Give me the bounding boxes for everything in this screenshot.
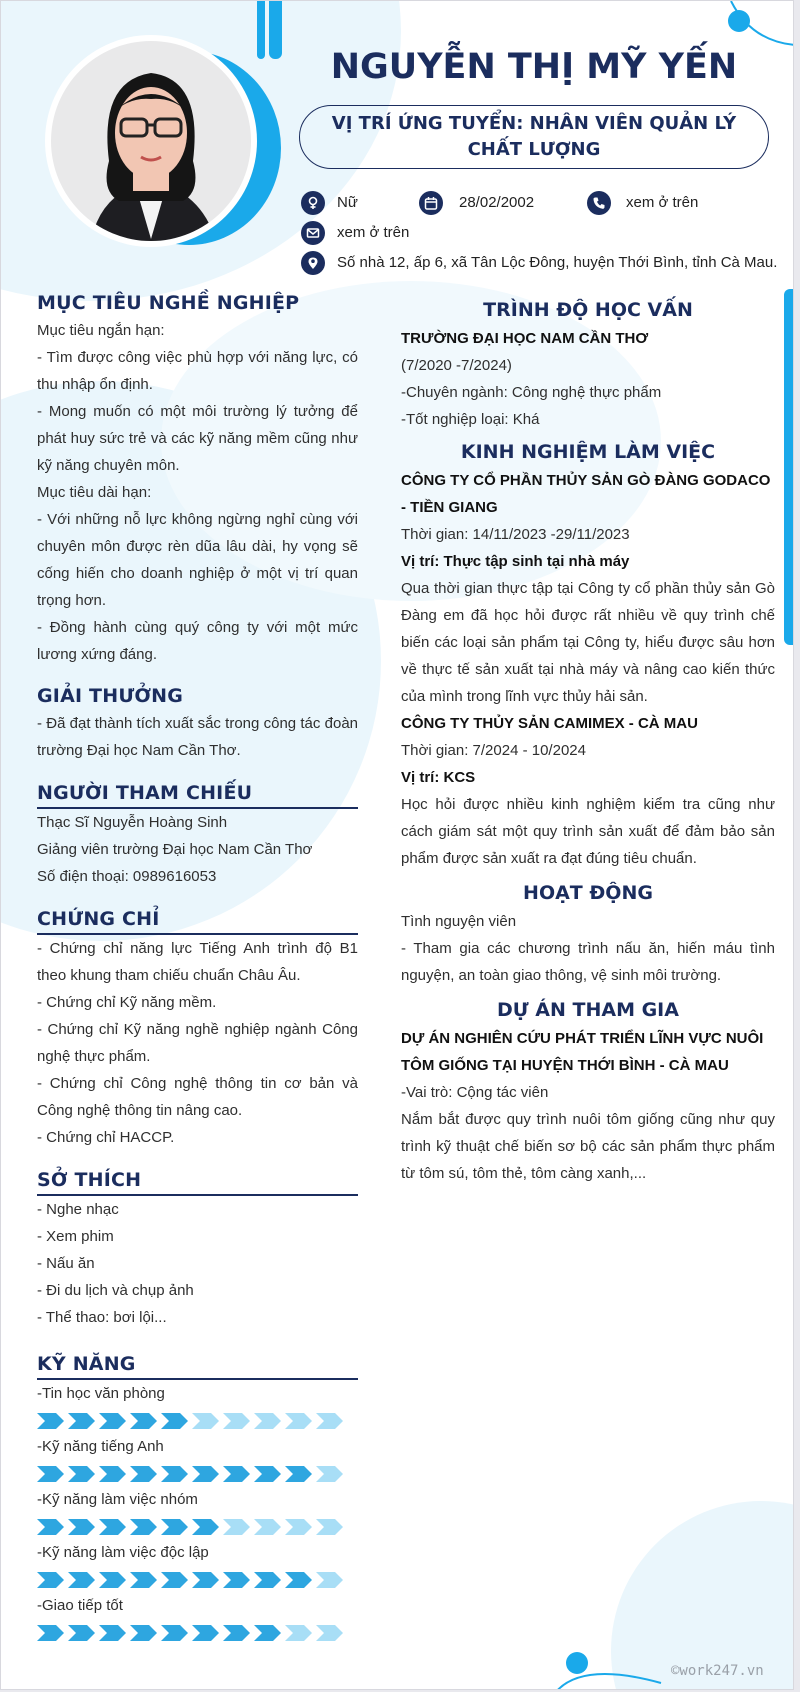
skills-heading: KỸ NĂNG	[37, 1351, 358, 1380]
top-bar-1	[257, 1, 265, 59]
objective-heading: MỤC TIÊU NGHỀ NGHIỆP	[37, 292, 300, 314]
position-text: VỊ TRÍ ỨNG TUYỂN: NHÂN VIÊN QUẢN LÝ CHẤT LƯỢNG	[331, 113, 737, 160]
education-major: -Chuyên ngành: Công nghệ thực phẩm	[401, 384, 662, 401]
reference-line: Thạc Sĩ Nguyễn Hoàng Sinh	[37, 814, 228, 831]
phone-icon	[587, 191, 611, 215]
objective-long-label: Mục tiêu dài hạn:	[37, 484, 152, 501]
skill-chevron-filled	[68, 1572, 95, 1588]
watermark: ©work247.vn	[671, 1663, 764, 1679]
skill-rating	[37, 1625, 343, 1641]
skill-chevron-filled	[99, 1572, 126, 1588]
calendar-icon	[419, 191, 443, 215]
objective-short-item: - Mong muốn có một môi trường lý tưởng để phát huy sức trẻ và các kỹ năng mềm cũng như kỹ năng chuyên môn.	[37, 403, 358, 474]
skill-chevron-empty	[285, 1413, 312, 1429]
job-role: Vị trí: KCS	[401, 769, 476, 786]
hobby-item: - Xem phim	[37, 1228, 114, 1245]
objective-short-item: - Tìm được công việc phù hợp với năng lực, có thu nhập ổn định.	[37, 349, 358, 393]
skill-chevron-filled	[37, 1466, 64, 1482]
skill-label: -Kỹ năng tiếng Anh	[37, 1438, 164, 1455]
email-value: xem ở trên	[337, 224, 410, 241]
skill-chevron-filled	[68, 1466, 95, 1482]
job-company: CÔNG TY CỔ PHẦN THỦY SẢN GÒ ĐÀNG GODACO - TIỀN GIANG	[401, 472, 771, 516]
skill-chevron-filled	[68, 1625, 95, 1641]
skill-chevron-filled	[192, 1519, 219, 1535]
phone-value: xem ở trên	[626, 194, 699, 211]
skill-rating	[37, 1519, 343, 1535]
skill-rating	[37, 1466, 343, 1482]
skill-label: -Tin học văn phòng	[37, 1385, 165, 1402]
objective-long-item: - Đồng hành cùng quý công ty với một mức lương xứng đáng.	[37, 619, 358, 663]
education-heading: TRÌNH ĐỘ HỌC VẤN	[483, 299, 693, 321]
job-company: CÔNG TY THỦY SẢN CAMIMEX - CÀ MAU	[401, 715, 698, 732]
skill-chevron-empty	[285, 1625, 312, 1641]
job-time: Thời gian: 7/2024 - 10/2024	[401, 742, 586, 759]
skill-chevron-filled	[161, 1519, 188, 1535]
skill-chevron-filled	[37, 1572, 64, 1588]
skill-rating	[37, 1413, 343, 1429]
skill-chevron-filled	[254, 1466, 281, 1482]
activity-role: Tình nguyện viên	[401, 913, 517, 930]
job-role: Vị trí: Thực tập sinh tại nhà máy	[401, 553, 630, 570]
skill-chevron-filled	[37, 1519, 64, 1535]
skill-chevron-filled	[161, 1625, 188, 1641]
activity-description: - Tham gia các chương trình nấu ăn, hiến máu tình nguyện, an toàn giao thông, vệ sinh môi trường.	[401, 940, 775, 984]
skill-rating	[37, 1572, 343, 1588]
skill-chevron-empty	[254, 1413, 281, 1429]
reference-line: Giảng viên trường Đại học Nam Cần Thơ	[37, 841, 313, 858]
objective-long-item: - Với những nỗ lực không ngừng nghỉ cùng với chuyên môn được rèn dũa lâu dài, hy vọng sẽ cống hiến cho doanh nghiệp ở một vị trí quan trọng hơn.	[37, 511, 358, 609]
skill-chevron-filled	[161, 1466, 188, 1482]
skill-chevron-filled	[223, 1466, 250, 1482]
location-icon	[301, 251, 325, 275]
skill-chevron-empty	[223, 1413, 250, 1429]
skill-chevron-filled	[37, 1625, 64, 1641]
skill-chevron-empty	[316, 1413, 343, 1429]
experience-heading: KINH NGHIỆM LÀM VIỆC	[460, 441, 716, 463]
top-bar-2	[269, 1, 282, 59]
skill-chevron-filled	[192, 1466, 219, 1482]
hobby-item: - Nấu ăn	[37, 1255, 95, 1272]
hobby-item: - Nghe nhạc	[37, 1201, 119, 1218]
skill-chevron-filled	[130, 1572, 157, 1588]
skill-chevron-filled	[161, 1413, 188, 1429]
skill-chevron-empty	[316, 1466, 343, 1482]
candidate-name: NGUYỄN THỊ MỸ YẾN	[330, 47, 738, 87]
skill-chevron-filled	[254, 1572, 281, 1588]
certificates-heading: CHỨNG CHỈ	[37, 906, 358, 935]
birthdate-value: 28/02/2002	[459, 194, 535, 211]
skill-label: -Kỹ năng làm việc độc lập	[37, 1544, 209, 1561]
skill-label: -Giao tiếp tốt	[37, 1597, 123, 1614]
projects-heading: DỰ ÁN THAM GIA	[497, 999, 679, 1021]
skill-chevron-filled	[223, 1572, 250, 1588]
project-name: DỰ ÁN NGHIÊN CỨU PHÁT TRIỂN LĨNH VỰC NUÔI TÔM GIỐNG TẠI HUYỆN THỚI BÌNH - CÀ MAU	[401, 1030, 764, 1074]
skill-chevron-filled	[130, 1625, 157, 1641]
certificate-item: - Chứng chỉ HACCP.	[37, 1129, 175, 1146]
skill-chevron-filled	[130, 1466, 157, 1482]
skill-chevron-filled	[223, 1625, 250, 1641]
skill-chevron-empty	[316, 1572, 343, 1588]
skill-chevron-empty	[192, 1413, 219, 1429]
education-period: (7/2020 -7/2024)	[401, 357, 512, 374]
skill-chevron-empty	[285, 1519, 312, 1535]
hobby-item: - Đi du lịch và chụp ảnh	[37, 1282, 194, 1299]
skill-chevron-filled	[37, 1413, 64, 1429]
awards-text: - Đã đạt thành tích xuất sắc trong công tác đoàn trường Đại học Nam Cần Thơ.	[37, 715, 358, 759]
email-icon	[301, 221, 325, 245]
skill-chevron-filled	[130, 1413, 157, 1429]
skill-chevron-filled	[285, 1572, 312, 1588]
education-school: TRƯỜNG ĐẠI HỌC NAM CẦN THƠ	[401, 330, 649, 347]
project-role: -Vai trò: Cộng tác viên	[401, 1084, 549, 1101]
skill-chevron-filled	[254, 1625, 281, 1641]
gender-icon	[301, 191, 325, 215]
skill-chevron-empty	[316, 1625, 343, 1641]
avatar	[45, 35, 257, 247]
skill-chevron-filled	[192, 1572, 219, 1588]
job-description: Học hỏi được nhiều kinh nghiệm kiểm tra cũng như cách giám sát một quy trình sản xuất để đảm bảo sản phẩm được sản xuất ra đạt đúng tiêu chuẩn.	[401, 796, 775, 867]
skill-chevron-filled	[68, 1413, 95, 1429]
hobbies-heading: SỞ THÍCH	[37, 1167, 358, 1196]
project-description: Nắm bắt được quy trình nuôi tôm giống cũng như quy trình kỹ thuật chế biến sơ bộ các sản phẩm thực phẩm từ tôm sú, tôm thẻ, tôm càng xanh,...	[401, 1111, 775, 1182]
skill-chevron-filled	[161, 1572, 188, 1588]
skill-label: -Kỹ năng làm việc nhóm	[37, 1491, 198, 1508]
education-grade: -Tốt nghiệp loại: Khá	[401, 411, 540, 428]
certificate-item: - Chứng chỉ năng lực Tiếng Anh trình độ B1 theo khung tham chiếu chuẩn Châu Âu.	[37, 940, 358, 984]
skill-chevron-empty	[254, 1519, 281, 1535]
gender-value: Nữ	[337, 194, 358, 211]
job-time: Thời gian: 14/11/2023 -29/11/2023	[401, 526, 630, 543]
job-description: Qua thời gian thực tập tại Công ty cổ phần thủy sản Gò Đàng em đã học hỏi được rất nhiều về quy trình chế biến các loại sản phẩm tại Công ty, hiểu được sâu hơn về thực tế sản xuất tại nhà máy và nâng cao kiến thức của mình trong lĩnh vực thủy hải sản.	[401, 580, 775, 705]
certificate-item: - Chứng chỉ Kỹ năng mềm.	[37, 994, 217, 1011]
awards-heading: GIẢI THƯỞNG	[37, 685, 184, 707]
portrait-image	[51, 41, 251, 241]
objective-short-label: Mục tiêu ngắn hạn:	[37, 322, 165, 339]
address-value: Số nhà 12, ấp 6, xã Tân Lộc Đông, huyện Thới Bình, tỉnh Cà Mau.	[337, 254, 778, 271]
skill-chevron-filled	[99, 1466, 126, 1482]
skill-chevron-empty	[223, 1519, 250, 1535]
hobby-item: - Thể thao: bơi lội...	[37, 1309, 167, 1326]
certificate-item: - Chứng chỉ Kỹ năng nghề nghiệp ngành Công nghệ thực phẩm.	[37, 1021, 358, 1065]
skill-chevron-filled	[285, 1466, 312, 1482]
activities-heading: HOẠT ĐỘNG	[523, 882, 653, 904]
skill-chevron-filled	[99, 1413, 126, 1429]
position-box	[299, 105, 769, 169]
certificate-item: - Chứng chỉ Công nghệ thông tin cơ bản và Công nghệ thông tin nâng cao.	[37, 1075, 358, 1119]
right-side-bar	[784, 289, 794, 645]
reference-line: Số điện thoại: 0989616053	[37, 868, 217, 885]
skill-chevron-filled	[99, 1625, 126, 1641]
left-column	[37, 289, 358, 1331]
skill-chevron-filled	[99, 1519, 126, 1535]
skill-chevron-filled	[130, 1519, 157, 1535]
skill-chevron-empty	[316, 1519, 343, 1535]
reference-heading: NGƯỜI THAM CHIẾU	[37, 780, 358, 809]
skill-chevron-filled	[192, 1625, 219, 1641]
right-column	[401, 295, 775, 1187]
skill-chevron-filled	[68, 1519, 95, 1535]
